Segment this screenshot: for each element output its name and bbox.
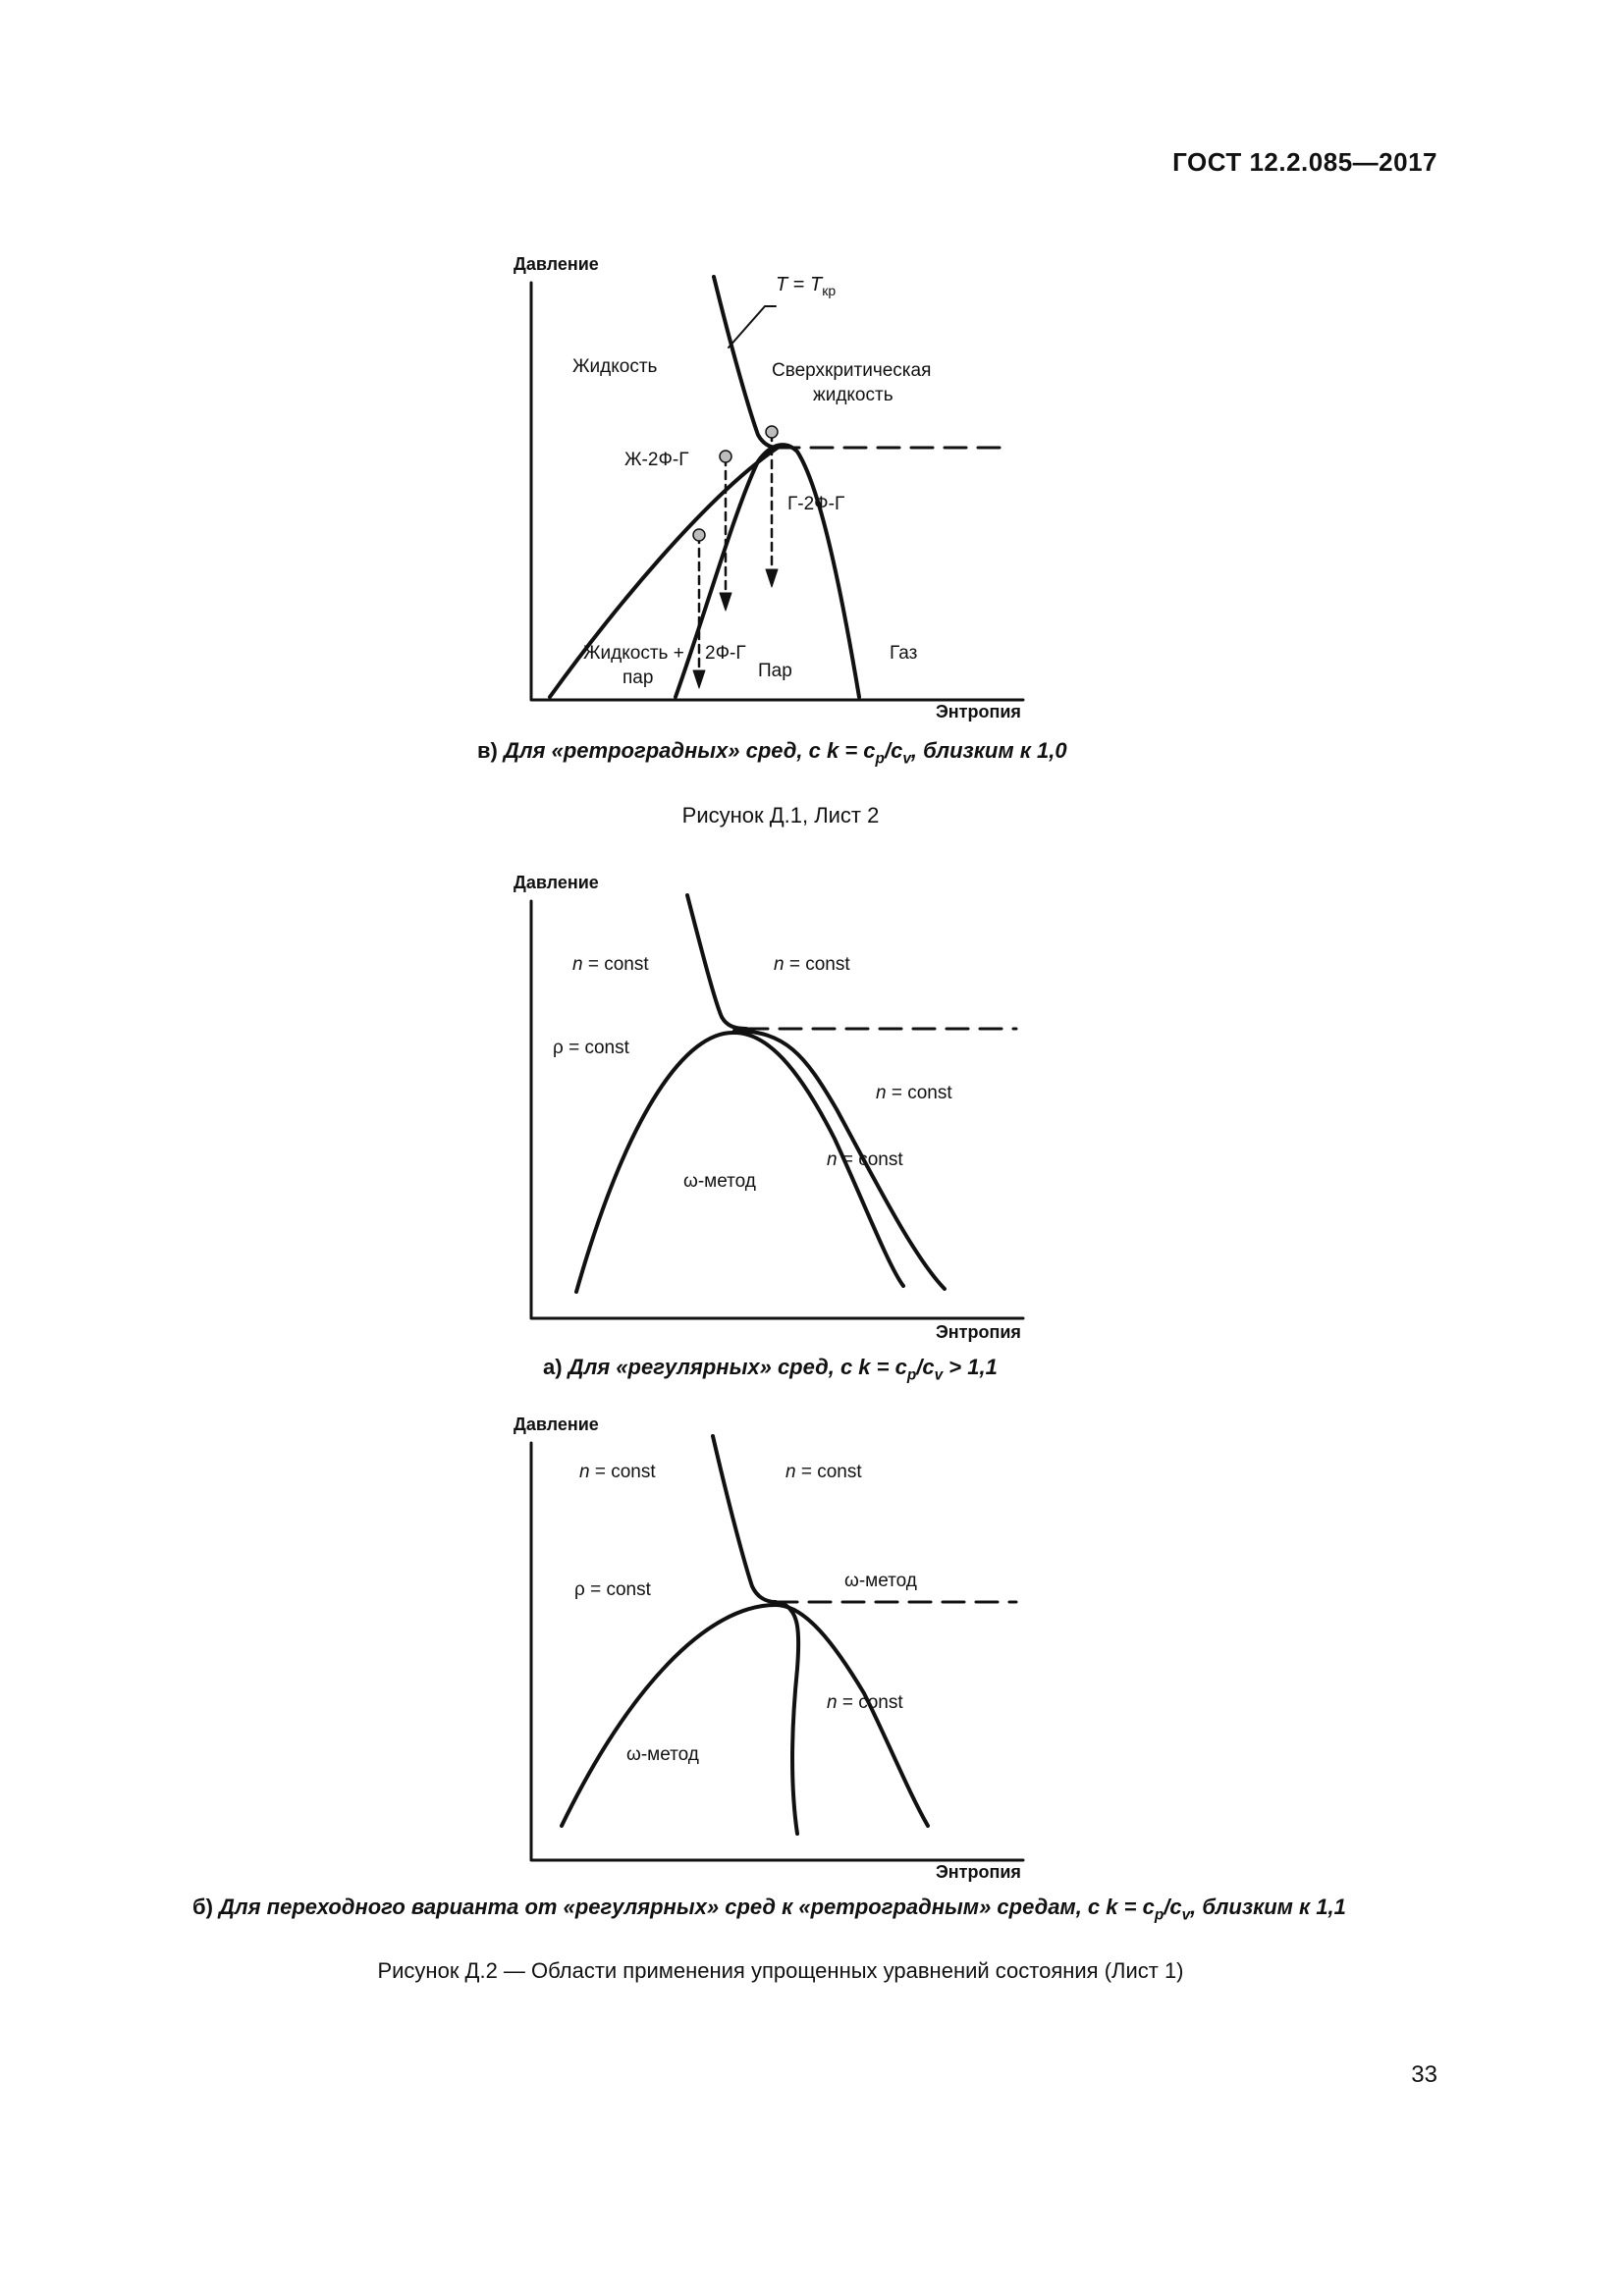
- figure-a-label-n-low: n = const: [827, 1149, 903, 1170]
- figure-v-region-two-phase: 2Ф-Г: [705, 643, 746, 664]
- figure-v-isotherm-leader: [729, 306, 776, 347]
- figure-a-label-n-mid: n = const: [876, 1083, 952, 1103]
- figure-v-state-point-1: [720, 451, 731, 462]
- figure-a-label-n-left: n = const: [572, 954, 649, 975]
- figure-v-arrowhead-3: [693, 670, 705, 688]
- figure-v-region-supercritical-2: жидкость: [813, 385, 893, 405]
- figure-b-label-n-right: n = const: [785, 1462, 862, 1482]
- figure-a-label-n-right: n = const: [774, 954, 850, 975]
- figure-b-diagram: [531, 1436, 1023, 1860]
- figure-b-y-axis-label: Давление: [514, 1415, 599, 1434]
- figure-v-x-axis-label: Энтропия: [936, 702, 1021, 721]
- figure-v-region-l2fg: Ж-2Ф-Г: [624, 450, 689, 470]
- figure-v-critical-isotherm: [714, 277, 778, 448]
- figure-v-arrowhead-1: [720, 593, 731, 611]
- figure-a-caption: а) Для «регулярных» сред, с $k = c_p/c_v > 1,1$: [543, 1355, 998, 1384]
- figure-b-caption: б) Для переходного варианта от «регулярных» сред к «ретроградным» средам, с $k = c_p/c_v$, близким к 1,1: [192, 1895, 1346, 1924]
- figure-b-label-n-mid: n = const: [827, 1692, 903, 1713]
- figure-v-region-g2fg: Г-2Ф-Г: [787, 494, 845, 514]
- figure-v-region-gas: Газ: [890, 643, 918, 664]
- document-standard-number: ГОСТ 12.2.085—2017: [1172, 147, 1437, 177]
- figure-v-state-point-2: [766, 426, 778, 438]
- figure-b-saturation-dome: [562, 1605, 928, 1826]
- figure-v-region-liquid: Жидкость: [572, 356, 658, 377]
- figure-b-label-omega-left: ω-метод: [626, 1744, 699, 1765]
- figure-a-y-axis-label: Давление: [514, 873, 599, 892]
- figure-b-axes: [531, 1443, 1023, 1860]
- figure-v-isotherm-label: $T = T_{кр}$: [776, 274, 837, 298]
- figure-b-x-axis-label: Энтропия: [936, 1862, 1021, 1882]
- figure-v-y-axis-label: Давление: [514, 254, 599, 274]
- figure-a-critical-isotherm: [687, 895, 746, 1029]
- sheet-label: Рисунок Д.1, Лист 2: [681, 803, 880, 828]
- figure-b-label-n-left: n = const: [579, 1462, 656, 1482]
- figure-v-region-liquid-vapor-2: пар: [623, 667, 654, 688]
- figure-v-axes: [531, 283, 1023, 700]
- figure-title: Рисунок Д.2 — Области применения упрощенных уравнений состояния (Лист 1): [377, 1958, 1184, 1983]
- figure-v-region-supercritical-1: Сверхкритическая: [772, 360, 932, 381]
- figure-b-vertical-boundary-curve: [784, 1604, 798, 1834]
- figure-a-label-omega: ω-метод: [683, 1171, 756, 1192]
- figure-v-state-point-3: [693, 529, 705, 541]
- figure-v-region-vapor: Пар: [758, 661, 792, 681]
- figure-v-arrowhead-2: [766, 569, 778, 587]
- figure-b-label-rho: ρ = const: [574, 1579, 651, 1600]
- figure-a-label-rho: ρ = const: [553, 1038, 629, 1058]
- page-number: 33: [1411, 2061, 1437, 2088]
- figure-b-critical-isotherm: [713, 1436, 776, 1602]
- figure-v-diagram: [531, 274, 1023, 700]
- figure-v-region-liquid-vapor-1: Жидкость +: [583, 643, 684, 664]
- figure-a-x-axis-label: Энтропия: [936, 1322, 1021, 1342]
- figure-v-caption: в) Для «ретроградных» сред, с $k = c_p/c_v$, близким к 1,0: [477, 738, 1067, 768]
- figure-b-label-omega-top: ω-метод: [844, 1571, 917, 1591]
